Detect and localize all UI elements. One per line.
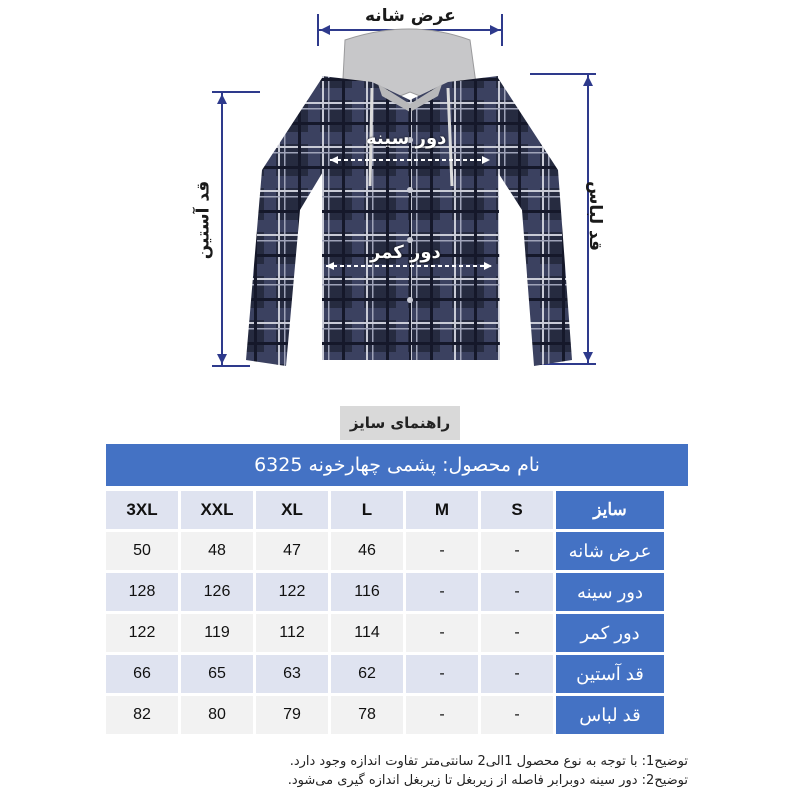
table-header-row (106, 491, 664, 529)
table-row (106, 573, 664, 611)
garment-length-label: قد لباس (585, 180, 606, 252)
size-table (103, 488, 667, 737)
note-1: توضیح1: با توجه به نوع محصول 1الی2 سانتی‌متر تفاوت اندازه وجود دارد. (289, 754, 688, 769)
table-cell: 119 (181, 614, 253, 652)
table-cell: 122 (106, 614, 178, 652)
row-label-chest: دور سینه (556, 573, 664, 611)
table-cell: 82 (106, 696, 178, 734)
size-guide-title: راهنمای سایز (340, 406, 460, 440)
table-row (106, 532, 664, 570)
table-cell: - (406, 614, 478, 652)
table-cell: 65 (181, 655, 253, 693)
table-cell: - (406, 532, 478, 570)
table-cell: 47 (256, 532, 328, 570)
table-cell: 122 (256, 573, 328, 611)
size-xl: XL (256, 491, 328, 529)
row-label-sleeve: قد آستین (556, 655, 664, 693)
table-cell: 116 (331, 573, 403, 611)
table-cell: 126 (181, 573, 253, 611)
shoulder-width-label: عرض شانه (365, 6, 456, 26)
table-cell: - (481, 532, 553, 570)
table-row (106, 655, 664, 693)
table-cell: 50 (106, 532, 178, 570)
size-header-label: سایز (556, 491, 664, 529)
table-cell: - (406, 696, 478, 734)
table-cell: - (481, 614, 553, 652)
table-cell: 112 (256, 614, 328, 652)
table-cell: 62 (331, 655, 403, 693)
sleeve-length-label: قد آستین (193, 180, 214, 260)
size-xxl: XXL (181, 491, 253, 529)
table-cell: 79 (256, 696, 328, 734)
table-row (106, 614, 664, 652)
row-label-length: قد لباس (556, 696, 664, 734)
table-cell: - (406, 573, 478, 611)
size-3xl: 3XL (106, 491, 178, 529)
table-row (106, 696, 664, 734)
table-cell: 48 (181, 532, 253, 570)
table-cell: - (406, 655, 478, 693)
jacket-illustration (0, 0, 800, 380)
row-label-shoulder: عرض شانه (556, 532, 664, 570)
chest-label: دور سینه (366, 128, 447, 149)
table-cell: 80 (181, 696, 253, 734)
waist-label: دور کمر (370, 242, 441, 263)
jacket-drawing (0, 0, 800, 380)
table-cell: - (481, 655, 553, 693)
table-cell: 114 (331, 614, 403, 652)
table-cell: 78 (331, 696, 403, 734)
table-cell: - (481, 573, 553, 611)
size-s: S (481, 491, 553, 529)
size-m: M (406, 491, 478, 529)
row-label-waist: دور کمر (556, 614, 664, 652)
size-notes (88, 752, 688, 790)
table-cell: - (481, 696, 553, 734)
table-cell: 46 (331, 532, 403, 570)
table-cell: 63 (256, 655, 328, 693)
table-cell: 128 (106, 573, 178, 611)
note-2: توضیح2: دور سینه دوبرابر فاصله از زیربغل تا زیربغل اندازه گیری می‌شود. (287, 773, 688, 788)
size-l: L (331, 491, 403, 529)
product-name-bar: نام محصول: پشمی چهارخونه 6325 (106, 444, 688, 486)
table-cell: 66 (106, 655, 178, 693)
